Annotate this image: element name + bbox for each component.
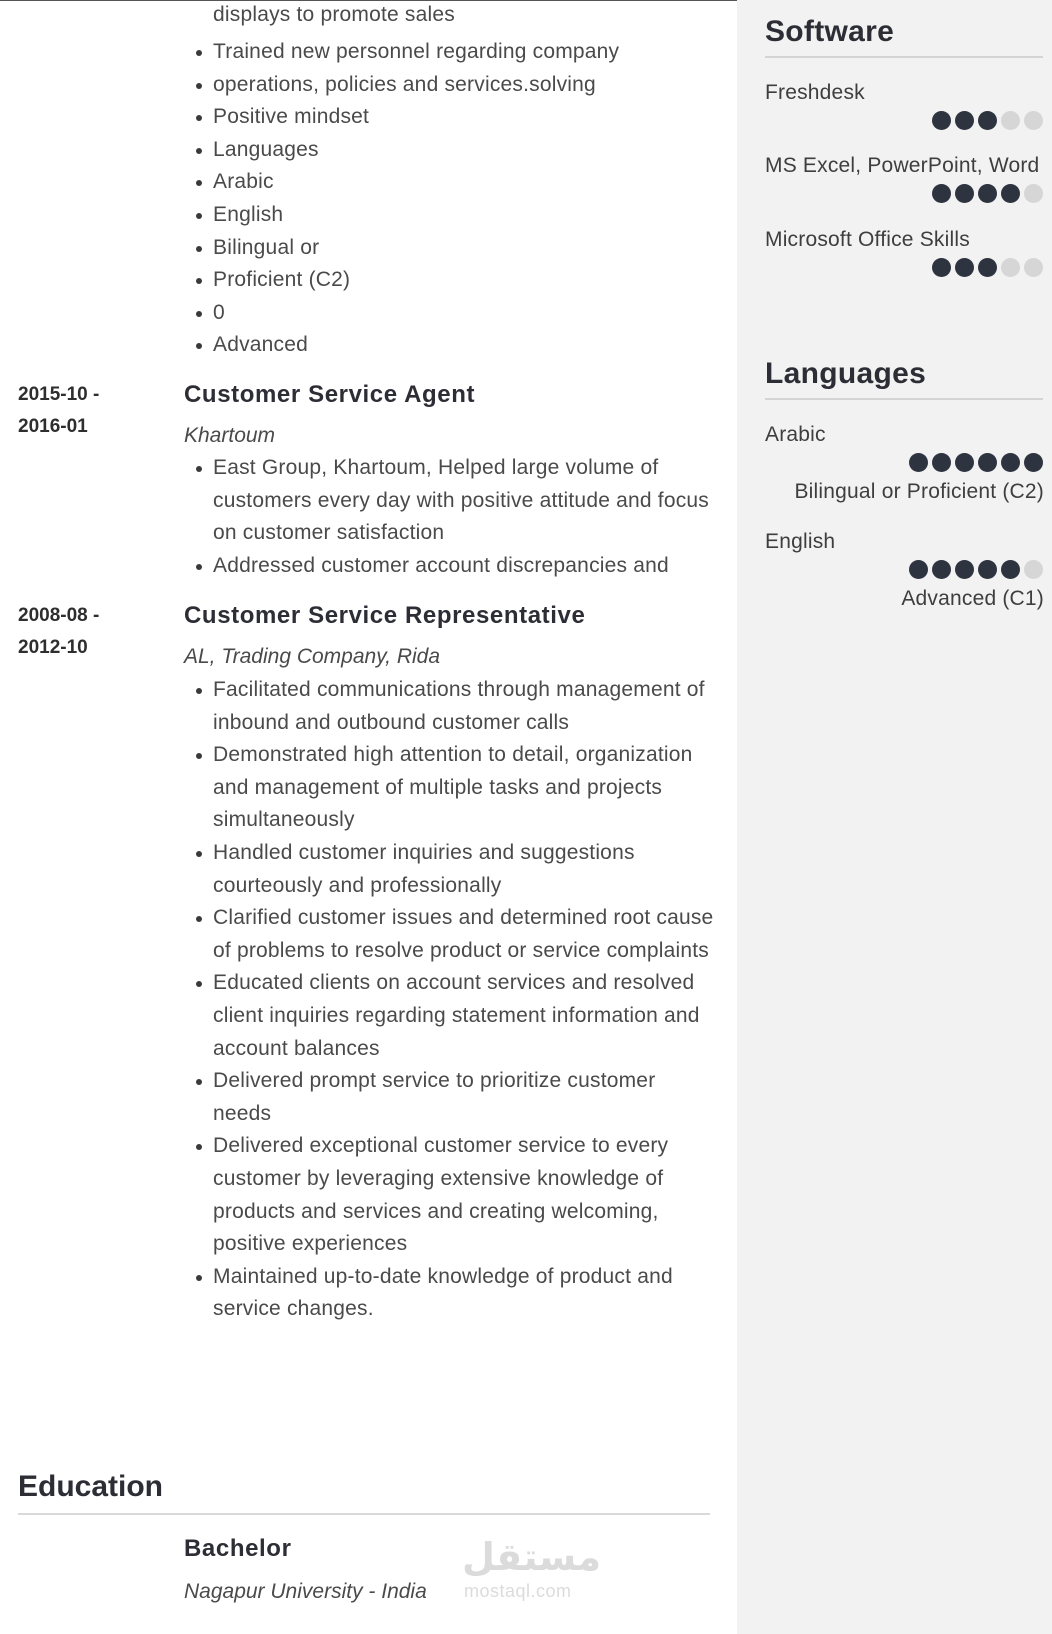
- list-item: Languages: [184, 134, 704, 167]
- rating-dot-filled: [978, 111, 997, 130]
- section-divider: [765, 56, 1043, 58]
- watermark-arabic-text: مستقل: [462, 1535, 601, 1579]
- rating-dot-filled: [978, 184, 997, 203]
- rating-dot-filled: [932, 453, 951, 472]
- skill-rating-dots: [932, 111, 1043, 130]
- skill-name: Freshdesk: [765, 81, 865, 104]
- list-item: Advanced: [184, 329, 704, 362]
- list-item: Educated clients on account services and resolved client inquiries regarding statement information and account balances: [184, 967, 714, 1065]
- list-item: Delivered exceptional customer service to every customer by leveraging extensive knowledge of products and services and creating welcoming, positive experiences: [184, 1130, 714, 1260]
- job-bullet-list: [184, 452, 714, 582]
- rating-dot-empty: [1001, 258, 1020, 277]
- section-heading-software: Software: [765, 15, 895, 48]
- language-name: Arabic: [765, 423, 826, 446]
- job-title: Customer Service Representative: [184, 602, 586, 629]
- rating-dot-empty: [1024, 111, 1043, 130]
- list-item: Addressed customer account discrepancies and: [184, 550, 714, 583]
- job-date-end: 2016-01: [18, 416, 88, 437]
- list-item: Arabic: [184, 166, 704, 199]
- job-date-start: 2015-10 -: [18, 384, 100, 405]
- rating-dot-filled: [932, 560, 951, 579]
- list-item: Trained new personnel regarding company: [184, 36, 704, 69]
- job-location: Khartoum: [184, 424, 276, 447]
- continued-bullet-text: displays to promote sales: [213, 3, 455, 26]
- rating-dot-filled: [932, 258, 951, 277]
- job-date-range: [18, 600, 99, 664]
- rating-dot-empty: [1001, 111, 1020, 130]
- list-item: Bilingual or: [184, 232, 704, 265]
- rating-dot-filled: [1001, 453, 1020, 472]
- list-item: Clarified customer issues and determined root cause of problems to resolve product or service complaints: [184, 902, 714, 967]
- education-school: Nagapur University - India: [184, 1580, 427, 1603]
- language-name: English: [765, 530, 836, 553]
- job-date-range: [18, 379, 99, 443]
- rating-dot-empty: [1024, 258, 1043, 277]
- job-bullet-list: [184, 674, 714, 1326]
- watermark-latin-text: mostaql.com: [464, 1581, 572, 1601]
- list-item: English: [184, 199, 704, 232]
- sidebar: [737, 0, 1052, 1634]
- rating-dot-filled: [955, 184, 974, 203]
- list-item: Positive mindset: [184, 101, 704, 134]
- section-divider: [18, 1513, 710, 1515]
- rating-dot-filled: [932, 111, 951, 130]
- rating-dot-filled: [1024, 453, 1043, 472]
- rating-dot-filled: [932, 184, 951, 203]
- list-item: Facilitated communications through management of inbound and outbound customer calls: [184, 674, 714, 739]
- continued-bullet-list: [184, 36, 704, 362]
- list-item: East Group, Khartoum, Helped large volume of customers every day with positive attitude and focus on customer satisfaction: [184, 452, 714, 550]
- skill-rating-dots: [932, 258, 1043, 277]
- rating-dot-filled: [978, 258, 997, 277]
- list-item: Demonstrated high attention to detail, organization and management of multiple tasks and projects simultaneously: [184, 739, 714, 837]
- rating-dot-empty: [1024, 184, 1043, 203]
- rating-dot-filled: [1001, 184, 1020, 203]
- education-degree: Bachelor: [184, 1535, 292, 1562]
- skill-name: Microsoft Office Skills: [765, 228, 970, 251]
- list-item: Handled customer inquiries and suggestions courteously and professionally: [184, 837, 714, 902]
- skill-rating-dots: [932, 184, 1043, 203]
- rating-dot-filled: [955, 111, 974, 130]
- language-level: Advanced (C1): [901, 587, 1044, 610]
- job-location: AL, Trading Company, Rida: [184, 645, 441, 668]
- rating-dot-filled: [955, 453, 974, 472]
- language-level: Bilingual or Proficient (C2): [794, 480, 1044, 503]
- rating-dot-filled: [955, 258, 974, 277]
- list-item: Delivered prompt service to prioritize customer needs: [184, 1065, 714, 1130]
- job-title: Customer Service Agent: [184, 381, 476, 408]
- language-rating-dots: [909, 453, 1043, 472]
- rating-dot-filled: [909, 453, 928, 472]
- rating-dot-filled: [909, 560, 928, 579]
- list-item: 0: [184, 297, 704, 330]
- list-item: Maintained up-to-date knowledge of product and service changes.: [184, 1261, 714, 1326]
- rating-dot-filled: [1001, 560, 1020, 579]
- job-date-start: 2008-08 -: [18, 605, 100, 626]
- section-heading-languages: Languages: [765, 357, 927, 390]
- rating-dot-filled: [978, 453, 997, 472]
- list-item: Proficient (C2): [184, 264, 704, 297]
- job-date-end: 2012-10: [18, 637, 88, 658]
- section-heading-education: Education: [18, 1470, 164, 1503]
- skill-name: MS Excel, PowerPoint, Word: [765, 154, 1040, 177]
- list-item: operations, policies and services.solving: [184, 69, 704, 102]
- rating-dot-filled: [978, 560, 997, 579]
- language-rating-dots: [909, 560, 1043, 579]
- rating-dot-empty: [1024, 560, 1043, 579]
- mostaql-watermark-logo: [458, 1535, 601, 1605]
- rating-dot-filled: [955, 560, 974, 579]
- section-divider: [765, 398, 1043, 400]
